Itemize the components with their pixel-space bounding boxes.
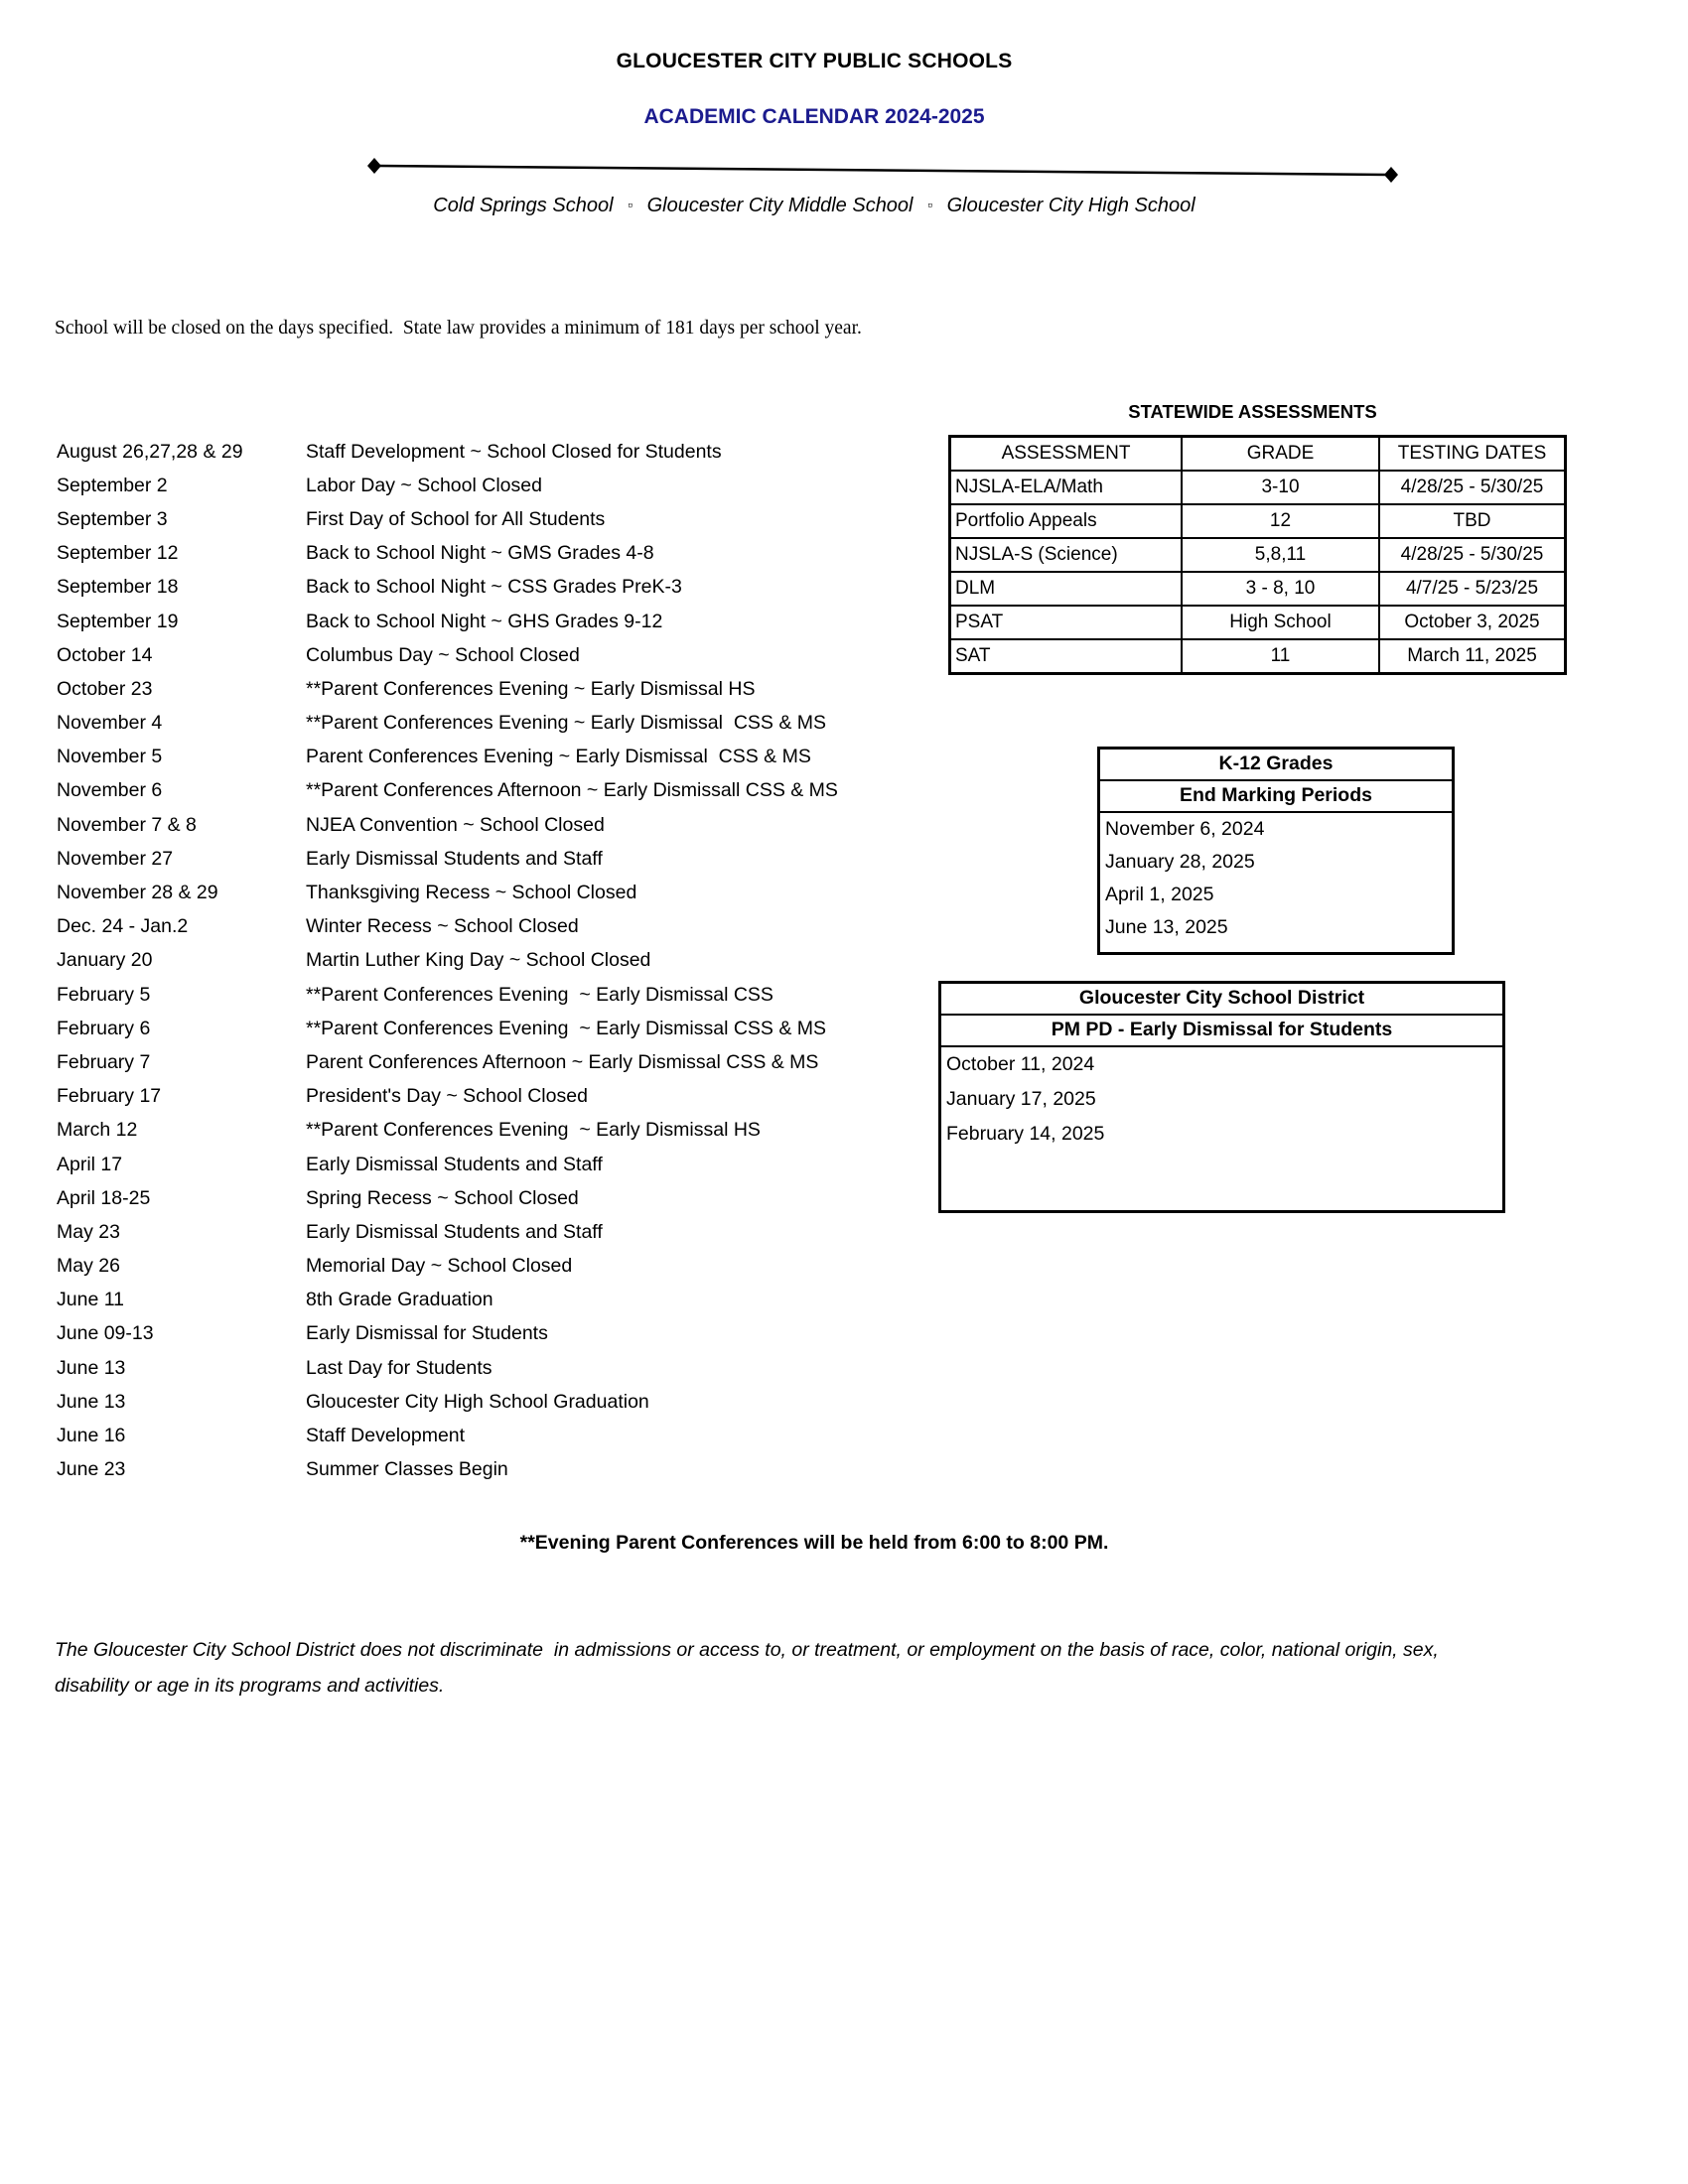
event-row [57, 842, 930, 876]
right-diamond-icon [1384, 167, 1398, 183]
assessment-dates: 4/7/25 - 5/23/25 [1379, 572, 1566, 606]
assessment-name: DLM [950, 572, 1183, 606]
event-description: Early Dismissal Students and Staff [306, 847, 603, 870]
event-description: Labor Day ~ School Closed [306, 474, 542, 496]
event-description: Staff Development ~ School Closed for Students [306, 440, 722, 463]
event-date: November 6 [57, 779, 163, 802]
evening-conferences-note: **Evening Parent Conferences will be held from 6:00 to 8:00 PM. [519, 1532, 1109, 1554]
event-description: Early Dismissal for Students [306, 1322, 548, 1345]
event-date: September 19 [57, 610, 179, 632]
event-row [57, 978, 930, 1012]
table-row [950, 504, 1566, 538]
event-description: First Day of School for All Students [306, 507, 606, 530]
nondiscrimination-statement: The Gloucester City School District does not discriminate in admissions or access to, or treatment, or employment on the basis of race, color, national origin, sex, disability or age in its programs and activities. [55, 1639, 1445, 1697]
event-description: Early Dismissal Students and Staff [306, 1220, 603, 1243]
assessments-table-container [948, 435, 1567, 675]
event-date: November 28 & 29 [57, 882, 218, 904]
event-date: February 17 [57, 1085, 162, 1108]
event-row [57, 808, 930, 842]
event-row [57, 502, 930, 536]
event-row [57, 571, 930, 605]
assessments-header-row [950, 437, 1566, 472]
assessment-dates: March 11, 2025 [1379, 639, 1566, 674]
marking-period-date: June 13, 2025 [1105, 916, 1228, 938]
event-row [57, 1284, 930, 1317]
assessment-dates: TBD [1379, 504, 1566, 538]
event-row [57, 910, 930, 944]
event-description: Back to School Night ~ CSS Grades PreK-3 [306, 576, 682, 599]
event-description: Gloucester City High School Graduation [306, 1390, 649, 1413]
event-row [57, 638, 930, 672]
event-date: November 4 [57, 712, 163, 735]
pm-pd-date: February 14, 2025 [946, 1123, 1105, 1145]
event-description: Staff Development [306, 1425, 466, 1447]
assessment-dates: 4/28/25 - 5/30/25 [1379, 538, 1566, 572]
event-date: November 27 [57, 847, 174, 870]
left-diamond-icon [367, 158, 381, 174]
diamond-divider-rule [360, 157, 1405, 185]
event-row [57, 1351, 930, 1385]
pm-pd-district-title: Gloucester City School District [941, 984, 1502, 1016]
assessments-table-title: STATEWIDE ASSESSMENTS [1128, 401, 1377, 422]
pm-pd-date: October 11, 2024 [946, 1053, 1095, 1075]
school-name-gms: Gloucester City Middle School [646, 195, 914, 216]
marking-periods-subtitle: End Marking Periods [1100, 781, 1452, 813]
marking-periods-title: K-12 Grades [1100, 750, 1452, 781]
column-header-grade: GRADE [1182, 437, 1379, 472]
event-row [57, 944, 930, 978]
event-description: **Parent Conferences Evening ~ Early Dismissal HS [306, 1119, 761, 1142]
event-description: Winter Recess ~ School Closed [306, 915, 579, 938]
event-date: September 3 [57, 507, 168, 530]
event-description: Summer Classes Begin [306, 1458, 508, 1481]
event-date: May 26 [57, 1255, 120, 1278]
event-row [57, 1385, 930, 1419]
assessment-grade: High School [1182, 606, 1379, 639]
assessment-name: SAT [950, 639, 1183, 674]
event-date: August 26,27,28 & 29 [57, 440, 243, 463]
event-date: April 17 [57, 1153, 123, 1175]
event-row [57, 741, 930, 774]
event-row [57, 1045, 930, 1079]
marking-period-date: January 28, 2025 [1105, 851, 1255, 873]
event-row [57, 774, 930, 808]
event-description: **Parent Conferences Evening ~ Early Dismissal CSS & MS [306, 1017, 827, 1039]
event-date: September 2 [57, 474, 168, 496]
event-date: June 13 [57, 1390, 126, 1413]
event-row [57, 1317, 930, 1351]
event-row [57, 1012, 930, 1045]
event-row [57, 435, 930, 469]
event-description: Columbus Day ~ School Closed [306, 643, 580, 666]
event-description: Parent Conferences Afternoon ~ Early Dismissal CSS & MS [306, 1050, 819, 1073]
event-date: June 16 [57, 1425, 126, 1447]
table-row [950, 639, 1566, 674]
event-row [57, 469, 930, 502]
event-description: **Parent Conferences Evening ~ Early Dismissal HS [306, 677, 756, 700]
event-row [57, 1080, 930, 1114]
event-description: Early Dismissal Students and Staff [306, 1153, 603, 1175]
table-row [950, 606, 1566, 639]
event-date: June 13 [57, 1356, 126, 1379]
event-description: Martin Luther King Day ~ School Closed [306, 949, 651, 972]
event-date: January 20 [57, 949, 153, 972]
page-title: ACADEMIC CALENDAR 2024-2025 [643, 105, 985, 128]
event-description: President's Day ~ School Closed [306, 1085, 588, 1108]
assessment-grade: 3-10 [1182, 471, 1379, 504]
event-description: Parent Conferences Evening ~ Early Dismissal CSS & MS [306, 746, 811, 768]
event-description: **Parent Conferences Evening ~ Early Dismissal CSS [306, 983, 774, 1006]
event-date: October 14 [57, 643, 153, 666]
assessments-table [948, 435, 1567, 675]
event-description: **Parent Conferences Afternoon ~ Early Dismissall CSS & MS [306, 779, 838, 802]
assessment-grade: 3 - 8, 10 [1182, 572, 1379, 606]
district-name-heading: GLOUCESTER CITY PUBLIC SCHOOLS [616, 50, 1013, 72]
assessment-name: Portfolio Appeals [950, 504, 1183, 538]
assessment-dates: October 3, 2025 [1379, 606, 1566, 639]
schools-list-line [20, 195, 1609, 217]
assessment-name: NJSLA-ELA/Math [950, 471, 1183, 504]
square-separator-icon: ▫ [628, 197, 633, 212]
event-row [57, 537, 930, 571]
calendar-events-list [57, 435, 930, 1487]
school-name-ghs: Gloucester City High School [946, 195, 1196, 216]
event-description: **Parent Conferences Evening ~ Early Dismissal CSS & MS [306, 712, 827, 735]
event-date: June 09-13 [57, 1322, 154, 1345]
event-row [57, 672, 930, 706]
event-description: Back to School Night ~ GMS Grades 4-8 [306, 542, 654, 565]
assessment-name: PSAT [950, 606, 1183, 639]
event-description: Spring Recess ~ School Closed [306, 1186, 579, 1209]
event-row [57, 1114, 930, 1148]
event-date: October 23 [57, 677, 153, 700]
event-date: April 18-25 [57, 1186, 151, 1209]
divider-line-graphic [360, 157, 1405, 185]
marking-period-date: April 1, 2025 [1105, 884, 1214, 905]
event-description: Last Day for Students [306, 1356, 492, 1379]
assessment-grade: 5,8,11 [1182, 538, 1379, 572]
school-name-css: Cold Springs School [433, 195, 614, 216]
event-row [57, 1148, 930, 1181]
event-date: March 12 [57, 1119, 138, 1142]
marking-period-date: November 6, 2024 [1105, 818, 1265, 840]
event-description: Back to School Night ~ GHS Grades 9-12 [306, 610, 663, 632]
event-date: November 7 & 8 [57, 813, 197, 836]
event-date: September 18 [57, 576, 179, 599]
assessment-name: NJSLA-S (Science) [950, 538, 1183, 572]
event-date: Dec. 24 - Jan.2 [57, 915, 189, 938]
event-description: Thanksgiving Recess ~ School Closed [306, 882, 637, 904]
event-row [57, 605, 930, 638]
pm-pd-date: January 17, 2025 [946, 1088, 1096, 1110]
event-row [57, 707, 930, 741]
table-row [950, 471, 1566, 504]
event-description: NJEA Convention ~ School Closed [306, 813, 605, 836]
assessment-grade: 11 [1182, 639, 1379, 674]
square-separator-icon: ▫ [927, 197, 933, 212]
assessment-grade: 12 [1182, 504, 1379, 538]
event-date: November 5 [57, 746, 163, 768]
event-row [57, 1453, 930, 1487]
pm-pd-subtitle: PM PD - Early Dismissal for Students [941, 1016, 1502, 1047]
event-date: May 23 [57, 1220, 120, 1243]
event-description: Memorial Day ~ School Closed [306, 1255, 573, 1278]
event-date: June 23 [57, 1458, 126, 1481]
closure-statement: School will be closed on the days specified. State law provides a minimum of 181 days per school year. [55, 318, 862, 339]
event-description: 8th Grade Graduation [306, 1289, 493, 1311]
assessment-dates: 4/28/25 - 5/30/25 [1379, 471, 1566, 504]
event-date: February 5 [57, 983, 151, 1006]
event-row [57, 1215, 930, 1249]
event-date: February 6 [57, 1017, 151, 1039]
table-row [950, 572, 1566, 606]
event-date: February 7 [57, 1050, 151, 1073]
column-header-testing-dates: TESTING DATES [1379, 437, 1566, 472]
event-row [57, 1250, 930, 1284]
event-date: September 12 [57, 542, 179, 565]
event-row [57, 1419, 930, 1452]
column-header-assessment: ASSESSMENT [950, 437, 1183, 472]
event-row [57, 1181, 930, 1215]
marking-periods-box [1097, 747, 1455, 955]
event-row [57, 876, 930, 909]
pm-pd-box [938, 981, 1505, 1213]
table-row [950, 538, 1566, 572]
event-date: June 11 [57, 1289, 124, 1311]
